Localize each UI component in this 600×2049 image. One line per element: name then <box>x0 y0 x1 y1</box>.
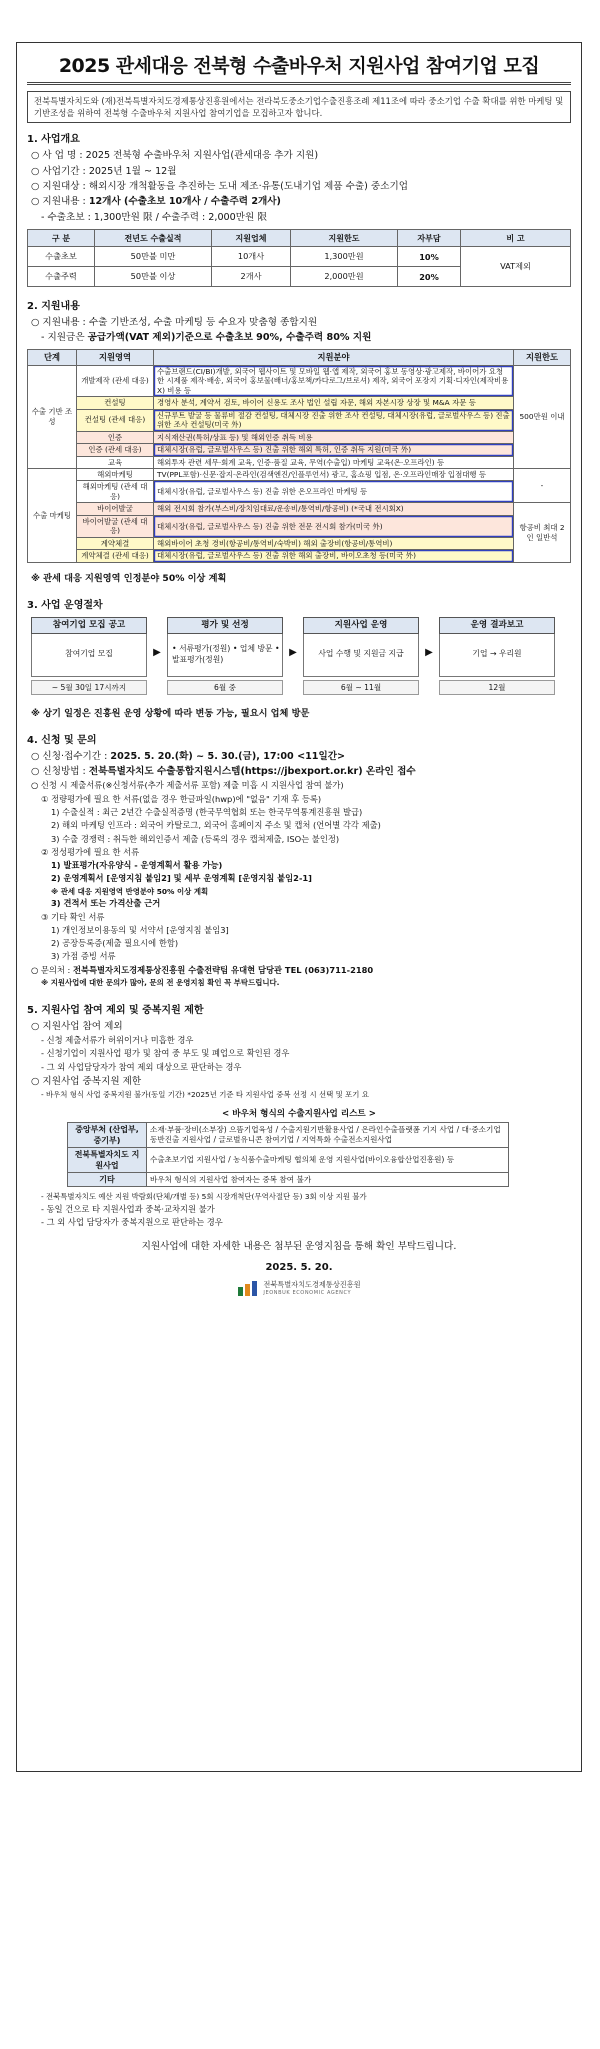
t1-header: 비 고 <box>461 230 571 247</box>
arrow-right-icon: ▶ <box>153 646 161 658</box>
t2-sub: 교육 <box>77 456 154 468</box>
s4-contact-bold: 전북특별자치도경제통상진흥원 수출전략팀 유대현 담당관 TEL (063)711-2180 <box>73 964 374 975</box>
t2-limit: 500만원 이내 <box>514 365 571 468</box>
s1-line-limits: - 수출초보 : 1,300만원 限 / 수출주력 : 2,000만원 限 <box>41 211 267 223</box>
t2-sub: 인증 (관세 대응) <box>77 444 154 456</box>
s4-method-bold: 전북특별자치도 수출통합지원시스템(https://jbexport.or.kr) 온라인 접수 <box>88 766 416 778</box>
s4-docs-item: 2) 공장등록증(제출 필요시에 한함) <box>51 938 179 949</box>
s4-docs-item: 2) 운영계획서 [운영지침 붙임2] 및 세부 운영계획 [운영지침 붙임2-1] <box>51 873 312 884</box>
t2-sub: 개발제작 (관세 대응) <box>77 365 154 396</box>
t1-header: 지원업체 <box>212 230 291 247</box>
s1-line-content <box>27 194 571 209</box>
s4-docs-item: ③ 기타 확인 서류 <box>41 911 105 922</box>
s1-line-period: ○ 사업기간 : 2025년 1월 ~ 12월 <box>31 165 177 177</box>
section5-heading: 5. 지원사업 참여 제외 및 중복지원 제한 <box>27 1004 204 1016</box>
table-row <box>68 1123 509 1148</box>
t3-label: 전북특별자치도 지원사업 <box>68 1148 147 1173</box>
t2-sub: 바이어발굴 (관세 대응) <box>77 515 154 537</box>
s5-line: ○ 지원사업 중복지원 제한 <box>31 1075 142 1087</box>
t3-content: 소재·부품·장비(소부장) 으뜸기업육성 / 수출지원기반활용사업 / 온라인수출플랫폼 기지 사업 / 대·중소기업 동반진출 지원사업 / 글로벌유니콘 참여기업 / 지역특화 수출전소지원사업 <box>147 1123 509 1148</box>
s5-line: - 동일 건으로 타 지원사업과 중복·교차지원 불가 <box>41 1204 215 1215</box>
process-step-body: • 서류평가(정원) • 업체 방문 • 발표평가(정원) <box>167 634 283 677</box>
support-area-table <box>27 349 571 563</box>
process-step-body: 사업 수행 및 지원금 지급 <box>303 634 419 677</box>
table-row <box>28 515 571 537</box>
s4-contact-prefix: ○ 문의처 : <box>31 964 73 975</box>
t2-sub: 컨설팅 (관세 대응) <box>77 409 154 431</box>
t1-cell: 수출주력 <box>28 267 95 287</box>
voucher-list-caption: < 바우처 형식의 수출지원사업 리스트 > <box>222 1109 376 1120</box>
s5-line: - 신청기업이 지원사업 평가 및 참여 중 부도 및 폐업으로 확인된 경우 <box>41 1048 290 1059</box>
notice-page <box>16 42 582 1772</box>
t1-cell: 2개사 <box>212 267 291 287</box>
t1-remark: VAT제외 <box>461 247 571 287</box>
process-step <box>439 617 555 695</box>
t2-sub: 해외마케팅 (관세 대응) <box>77 481 154 503</box>
t2-desc: 해외 전시회 참가(부스비/장치임대료/운송비/통역비/항공비) (*국내 전시회X) <box>154 503 514 515</box>
table-row <box>28 431 571 443</box>
s1-line-target: ○ 지원대상 : 해외시장 개척활동을 추진하는 도내 제조·유통(도내기업 제품 수출) 중소기업 <box>31 181 408 193</box>
support-limit-table <box>27 229 571 287</box>
process-step <box>167 617 283 695</box>
t1-cell: 1,300만원 <box>291 247 398 267</box>
table-row <box>28 469 571 481</box>
s2-line1: ○ 지원내용 : 수출 기반조성, 수출 마케팅 등 수요자 맞춤형 종합지원 <box>31 317 318 329</box>
table-row <box>28 247 571 267</box>
process-step-date: ~ 5월 30일 17시까지 <box>31 680 147 695</box>
t2-limit: - <box>514 469 571 503</box>
t3-label: 중앙부처 (산업부, 중기부) <box>68 1123 147 1148</box>
section3-heading: 3. 사업 운영절차 <box>27 599 103 611</box>
t2-header: 지원영역 <box>77 349 154 365</box>
s2-note: ※ 관세 대응 지원영역 인정분야 50% 이상 계획 <box>31 572 227 584</box>
t2-sub: 인증 <box>77 431 154 443</box>
t1-header: 지원한도 <box>291 230 398 247</box>
table-row <box>28 481 571 503</box>
process-step <box>303 617 419 695</box>
s5-line: - 신청 제출서류가 허위이거나 미흡한 경우 <box>41 1035 194 1046</box>
table-row <box>28 409 571 431</box>
table-row <box>68 1173 509 1187</box>
t2-sub: 계약체결 (관세 대응) <box>77 550 154 562</box>
agency-logo-icon <box>237 1281 259 1297</box>
table-row <box>68 1148 509 1173</box>
intro-box: 전북특별자치도와 (재)전북특별자치도경제통상진흥원에서는 전라북도중소기업수출진흥조례 제11조에 따라 중소기업 수출 확대를 위한 마케팅 및 기반조성을 위하여 전북형 수출바우처 지원사업 참여기업을 모집하고자 합니다. <box>27 91 571 123</box>
s3-note: ※ 상기 일정은 진흥원 운영 상황에 따라 변동 가능, 필요시 업체 방문 <box>31 707 310 719</box>
page-title: 2025 관세대응 전북형 수출바우처 지원사업 참여기업 모집 <box>27 51 571 85</box>
s4-method <box>27 764 571 779</box>
process-step-date: 6월 중 <box>167 680 283 695</box>
s4-method-prefix: ○ 신청방법 : <box>31 766 89 778</box>
s5-line: - 바우처 형식 사업 중복지원 불가(동일 기간) *2025년 기준 타 지원사업 중복 선정 시 선택 및 포기 요 <box>41 1090 369 1100</box>
s5-line: ○ 지원사업 참여 제외 <box>31 1020 123 1032</box>
t2-header: 지원분야 <box>154 349 514 365</box>
s4-docs-item: ① 정량평가에 필요 한 서류(없을 경우 한글파일(hwp)에 "없음" 기재 후 등록) <box>41 793 322 804</box>
t1-cell: 10개사 <box>212 247 291 267</box>
t2-sub: 컨설팅 <box>77 397 154 409</box>
arrow-right-icon: ▶ <box>289 646 297 658</box>
s4-docs-item: 3) 견적서 또는 가격산출 근거 <box>51 898 161 909</box>
process-step-body: 참여기업 모집 <box>31 634 147 677</box>
t2-sub: 해외마케팅 <box>77 469 154 481</box>
t1-header: 전년도 수출실적 <box>95 230 212 247</box>
t2-header: 단계 <box>28 349 77 365</box>
t2-category: 수출 기반 조성 <box>28 365 77 468</box>
s4-docs-item: ② 정성평가에 필요 한 서류 <box>41 846 140 857</box>
s2-line2-prefix: - 지원금은 <box>41 332 88 344</box>
s4-docs-item: 3) 가점 증빙 서류 <box>51 951 116 962</box>
table-row <box>28 503 571 515</box>
process-step-title: 평가 및 선정 <box>167 617 283 634</box>
section4-heading: 4. 신청 및 문의 <box>27 734 97 746</box>
s5-line: - 그 외 사업 담당자가 중복지원으로 판단하는 경우 <box>41 1217 223 1228</box>
t2-desc: 경영사 분석, 계약서 검토, 바이어 신용도 조사 법인 설립 자문, 해외 자본시장 상장 및 M&A 자문 등 <box>154 397 514 409</box>
s4-docs-item: 1) 발표평가(자유양식 - 운영계획서 활용 가능) <box>51 860 223 871</box>
process-step-title: 운영 결과보고 <box>439 617 555 634</box>
t1-cell: 10% <box>398 247 461 267</box>
table-row <box>28 537 571 549</box>
s4-docs-item: 3) 수출 경쟁력 : 취득한 해외인증서 제출 (등록의 경우 캡쳐제출, ISO는 불인정) <box>51 833 340 844</box>
t2-desc: 대체시장(유럽, 글로벌사우스 등) 진출 위한 해외 특허, 인증 취득 지원(미국 外) <box>154 444 514 456</box>
agency-logo-text: 전북특별자치도경제통상진흥원 <box>263 1280 361 1290</box>
s4-period-prefix: ○ 신청·접수기간 : <box>31 750 111 762</box>
t1-cell: 20% <box>398 267 461 287</box>
table-row <box>28 444 571 456</box>
s1-line-content-bold: 12개사 (수출초보 10개사 / 수출주력 2개사) <box>88 196 281 208</box>
process-step-date: 6월 ~ 11월 <box>303 680 419 695</box>
t2-desc: 해외투자 관련 세무·회계 교육, 인증·품질 교육, 무역(수출입) 마케팅 교육(온·오프라인) 등 <box>154 456 514 468</box>
t2-desc: 신규루트 발굴 등 물류비 절감 컨설팅, 대체시장 진출 위한 조사 컨설팅, 대체시장(유럽, 글로벌사우스 등) 진출 위한 조사 컨설팅(미국 外) <box>154 409 514 431</box>
t1-header: 자부담 <box>398 230 461 247</box>
process-step-date: 12월 <box>439 680 555 695</box>
s4-docs-item: 2) 해외 마케팅 인프라 : 외국어 카탈로그, 외국어 홈페이지 주소 및 캡처 (언어별 각각 제출) <box>51 820 381 831</box>
s2-line2 <box>27 330 571 345</box>
s4-docs-note: ※ 관세 대응 지원영역 반영분야 50% 이상 계획 <box>51 886 209 896</box>
s5-line: - 전북특별자치도 예산 지원 박람회(단체/개별 등) 5회 시장개척단(무역사절단 등) 3회 이상 지원 불가 <box>41 1192 367 1202</box>
s4-docs-item: 1) 개인정보이용동의 및 서약서 [운영지침 붙임3] <box>51 924 229 935</box>
t2-desc: 지식재산권(특허/상표 등) 및 해외인증 취득 비용 <box>154 431 514 443</box>
s4-docs: ○ 신청 시 제출서류(※신청서류(추가 제출서류 포함) 제출 미흡 시 지원사업 참여 불가) <box>31 780 344 791</box>
table-row <box>28 550 571 562</box>
section2-heading: 2. 지원내용 <box>27 301 80 313</box>
t2-header: 지원한도 <box>514 349 571 365</box>
process-step <box>31 617 147 695</box>
t1-cell: 50만불 이상 <box>95 267 212 287</box>
s1-line-name: ○ 사 업 명 : 2025 전북형 수출바우처 지원사업(관세대응 추가 지원) <box>31 150 319 162</box>
t2-sub: 계약체결 <box>77 537 154 549</box>
s4-period <box>27 749 571 764</box>
table-row <box>28 397 571 409</box>
t3-content: 바우처 형식의 지원사업 참여자는 중복 참여 불가 <box>147 1173 509 1187</box>
process-step-title: 지원사업 운영 <box>303 617 419 634</box>
process-step-title: 참여기업 모집 공고 <box>31 617 147 634</box>
s5-line: - 그 외 사업담당자가 참여 제외 대상으로 판단하는 경우 <box>41 1061 242 1072</box>
t1-cell: 수출초보 <box>28 247 95 267</box>
process-flow <box>31 617 571 695</box>
t2-category: 수출 마케팅 <box>28 469 77 563</box>
s4-contact-note: ※ 지원사업에 대한 문의가 많아, 문의 전 운영지침 확인 꼭 부탁드립니다. <box>41 978 280 987</box>
t3-label: 기타 <box>68 1173 147 1187</box>
s4-period-bold: 2025. 5. 20.(화) ~ 5. 30.(금), 17:00 <11일간> <box>110 750 346 762</box>
s4-docs-item: 1) 수출실적 : 최근 2년간 수출실적증명 (한국무역협회 또는 한국무역통계진흥원 발급) <box>51 806 363 817</box>
closing-text: 지원사업에 대한 자세한 내용은 첨부된 운영지침을 통해 확인 부탁드립니다. <box>141 1240 457 1252</box>
t2-desc: 해외바이어 초청 경비(항공비/통역비/숙박비) 해외 출장비(항공비/통역비) <box>154 537 514 549</box>
table-row <box>28 365 571 396</box>
notice-date: 2025. 5. 20. <box>265 1261 333 1273</box>
process-step-body: 기업 → 우리원 <box>439 634 555 677</box>
table-row <box>28 456 571 468</box>
t2-desc: TV(PPL포함)·신문·잡지·온라인(검색엔진/인플루언서) 광고, 홈쇼핑 입점, 온·오프라인매장 입점대행 등 <box>154 469 514 481</box>
voucher-list-table <box>67 1122 509 1187</box>
agency-logo <box>27 1281 571 1297</box>
t2-limit: 항공비 최대 2인 일반석 <box>514 503 571 562</box>
t2-desc: 수출브랜드(CI/BI)개발, 외국어 웹사이트 및 모바일 웹·앱 제작, 외국어 홍보 동영상·광고제작, 바이어가 요청한 시제품 제작·배송, 외국어 홍보물(배너/홍보책/카다로그/브로셔) 제작, 외국어 포장지 기획·디자인(제작비용X) 비용 등 <box>154 365 514 396</box>
section1-heading: 1. 사업개요 <box>27 134 80 146</box>
t3-content: 수출초보기업 지원사업 / 농식품수출마케팅 협의체 운영 지원사업(바이오융합산업진흥원) 등 <box>147 1148 509 1173</box>
s1-line-content-prefix: ○ 지원내용 : <box>31 196 89 208</box>
arrow-right-icon: ▶ <box>425 646 433 658</box>
t1-cell: 2,000만원 <box>291 267 398 287</box>
t2-desc: 대체시장(유럽, 글로벌사우스 등) 진출 위한 전문 전시회 참가(미국 外) <box>154 515 514 537</box>
t1-cell: 50만불 미만 <box>95 247 212 267</box>
s4-contact <box>27 964 571 977</box>
t1-header: 구 분 <box>28 230 95 247</box>
t2-desc: 대체시장(유럽, 글로벌사우스 등) 진출 위한 해외 출장비, 바이오초청 등(미국 外) <box>154 550 514 562</box>
agency-logo-subtext: JEONBUK ECONOMIC AGENCY <box>263 1289 352 1296</box>
s2-line2-bold: 공급가액(VAT 제외)기준으로 수출초보 90%, 수출주력 80% 지원 <box>87 332 372 344</box>
t2-desc: 대체시장(유럽, 글로벌사우스 등) 진출 위한 온오프라인 마케팅 등 <box>154 481 514 503</box>
t2-sub: 바이어발굴 <box>77 503 154 515</box>
